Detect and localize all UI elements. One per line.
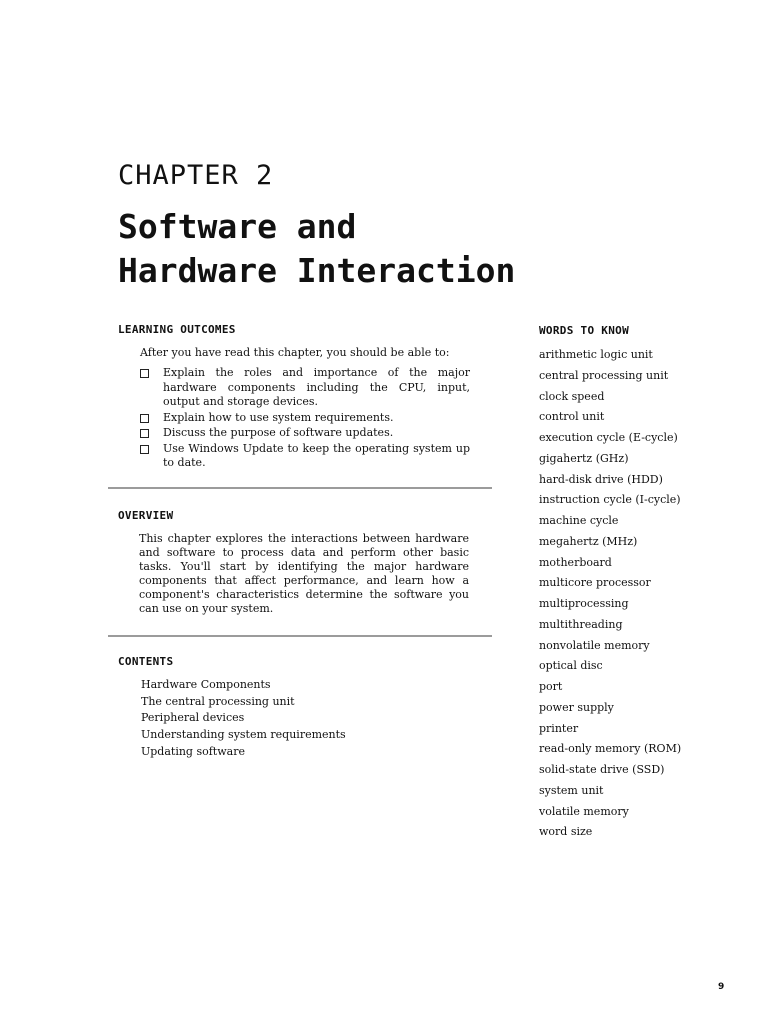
chapter-label: CHAPTER 2 <box>118 160 274 191</box>
section-divider <box>108 635 492 637</box>
overview-section <box>118 509 478 616</box>
learning-outcome-item <box>140 426 470 441</box>
learning-outcome-item <box>140 442 470 471</box>
learning-outcome-text: Explain how to use system requirements. <box>163 410 394 424</box>
learning-outcome-text: Discuss the purpose of software updates. <box>163 426 394 439</box>
contents-section <box>118 655 478 761</box>
term-item: gigahertz (GHz) <box>539 451 629 465</box>
learning-outcomes-list <box>140 366 470 471</box>
learning-outcome-text: Explain the roles and importance of the major hardware components including the CPU, input, output and storage devices. <box>163 366 470 408</box>
term-item: nonvolatile memory <box>539 638 650 652</box>
term-item: hard-disk drive (HDD) <box>539 472 663 486</box>
term-item: printer <box>539 721 579 735</box>
learning-outcomes-heading: LEARNING OUTCOMES <box>118 323 236 336</box>
contents-item: The central processing unit <box>141 694 295 708</box>
learning-outcomes-section <box>118 323 478 472</box>
term-item: solid-state drive (SSD) <box>539 763 665 776</box>
words-to-know-heading: WORDS TO KNOW <box>539 324 629 337</box>
term-item: port <box>539 680 563 693</box>
term-item: system unit <box>539 783 604 797</box>
page-number: 9 <box>718 982 725 992</box>
term-item: optical disc <box>539 659 603 673</box>
term-item: central processing unit <box>539 368 669 382</box>
learning-outcome-item <box>140 411 470 426</box>
checkbox-icon <box>140 445 149 454</box>
checkbox-icon <box>140 369 149 378</box>
term-item: multicore processor <box>539 576 651 590</box>
term-item: motherboard <box>539 555 612 569</box>
contents-item: Peripheral devices <box>141 711 245 725</box>
contents-list <box>141 677 478 761</box>
chapter-title <box>118 205 515 293</box>
term-item: arithmetic logic unit <box>539 348 653 361</box>
words-to-know-list <box>539 345 739 843</box>
term-item: power supply <box>539 700 614 714</box>
term-item: word size <box>539 825 593 839</box>
contents-item: Hardware Components <box>141 678 271 691</box>
contents-heading: CONTENTS <box>118 655 174 668</box>
term-item: execution cycle (E-cycle) <box>539 431 678 444</box>
overview-heading: OVERVIEW <box>118 509 174 522</box>
learning-outcome-item <box>140 366 470 410</box>
checkbox-icon <box>140 414 149 423</box>
term-item: multithreading <box>539 617 623 631</box>
term-item: volatile memory <box>539 804 629 818</box>
term-item: instruction cycle (I-cycle) <box>539 493 681 507</box>
term-item: read-only memory (ROM) <box>539 742 682 756</box>
term-item: clock speed <box>539 389 605 403</box>
term-item: megahertz (MHz) <box>539 534 638 548</box>
term-item: multiprocessing <box>539 597 629 610</box>
chapter-title-line-1: Software and <box>118 207 357 246</box>
learning-outcomes-intro: After you have read this chapter, you should be able to: <box>140 346 450 359</box>
checkbox-icon <box>140 429 149 438</box>
overview-text: This chapter explores the interactions between hardware and software to process data and perform other basic tasks. You'll start by identifying the major hardware components that affect performance, and learn how a component's characteristics determine the software you can use on your system. <box>139 532 469 615</box>
contents-item: Updating software <box>141 744 245 758</box>
term-item: control unit <box>539 410 605 424</box>
learning-outcome-text: Use Windows Update to keep the operating system up to date. <box>163 441 470 469</box>
section-divider <box>108 487 492 489</box>
chapter-title-line-2: Hardware Interaction <box>118 251 516 290</box>
contents-item: Understanding system requirements <box>141 728 346 742</box>
term-item: machine cycle <box>539 514 619 527</box>
words-to-know-section <box>539 324 739 843</box>
